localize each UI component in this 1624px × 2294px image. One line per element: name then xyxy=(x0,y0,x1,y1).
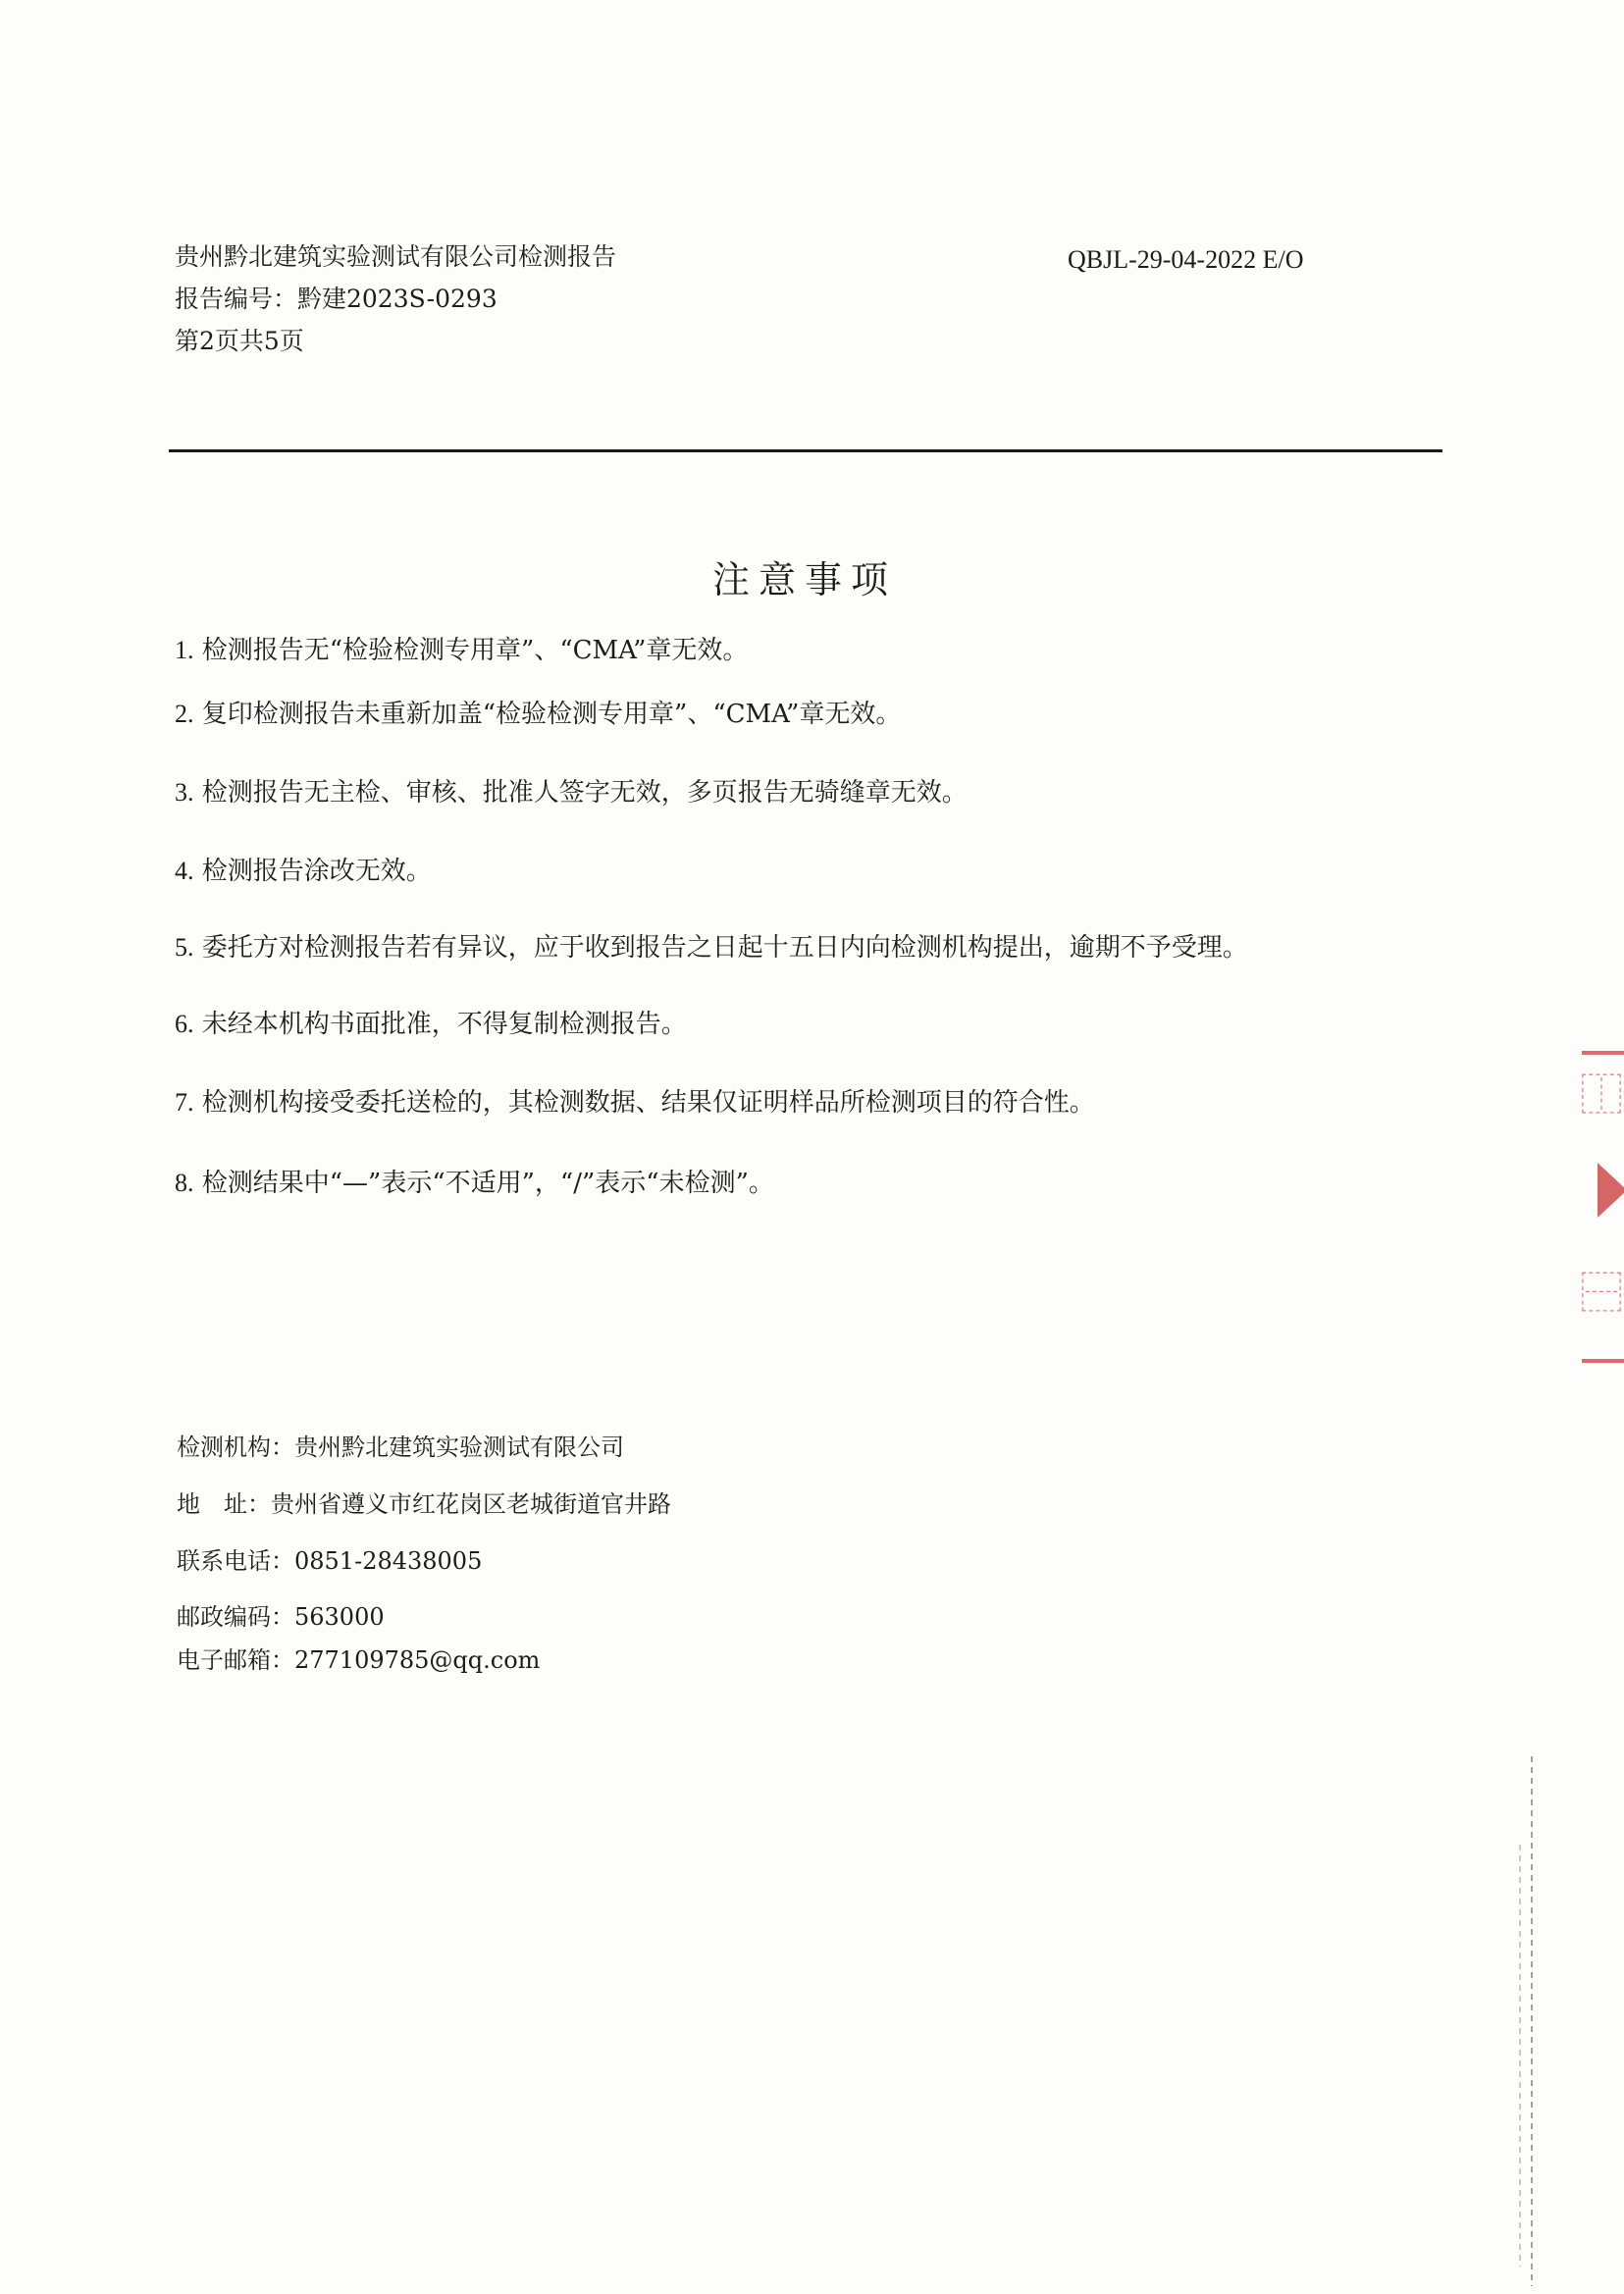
notice-item-number: 7. xyxy=(175,1088,194,1117)
notice-item-text: 检测报告无主检、审核、批准人签字无效，多页报告无骑缝章无效。 xyxy=(193,778,968,808)
seal-stamp-icon xyxy=(1578,1045,1624,1379)
notice-item-6 xyxy=(175,1007,687,1042)
notice-item-text: 复印检测报告未重新加盖“检验检测专用章”、“CMA”章无效。 xyxy=(193,700,902,729)
notice-item-8 xyxy=(175,1166,774,1201)
notice-item-text: 检测机构接受委托送检的，其检测数据、结果仅证明样品所检测项目的符合性。 xyxy=(193,1088,1095,1118)
notice-item-text: 检测报告涂改无效。 xyxy=(193,857,432,886)
notice-title: 注意事项 xyxy=(711,558,897,601)
contact-organization xyxy=(177,1431,624,1464)
notice-item-number: 3. xyxy=(175,778,194,807)
contact-label: 电子邮箱： xyxy=(177,1646,294,1674)
notice-item-number: 6. xyxy=(175,1010,194,1038)
scan-artifact-line xyxy=(1519,1845,1521,2267)
contact-value: 贵州省遵义市红花岗区老城街道官井路 xyxy=(271,1490,671,1518)
notice-item-number: 5. xyxy=(175,933,194,962)
notice-item-4 xyxy=(175,854,432,889)
document-code: QBJL-29-04-2022 E/O xyxy=(1068,245,1304,274)
contact-value: 277109785@qq.com xyxy=(294,1646,541,1674)
notice-item-text: 检测报告无“检验检测专用章”、“CMA”章无效。 xyxy=(193,636,749,665)
notice-item-number: 1. xyxy=(175,636,194,664)
seal-star-icon xyxy=(1598,1163,1624,1218)
scan-artifact-line xyxy=(1531,1756,1533,2286)
notice-item-number: 2. xyxy=(175,700,194,728)
seal-glyph: ⿰ xyxy=(1580,1070,1623,1121)
contact-value: 0851-28438005 xyxy=(294,1547,483,1575)
notice-item-text: 检测结果中“—”表示“不适用”，“/”表示“未检测”。 xyxy=(193,1169,774,1198)
contact-label: 联系电话： xyxy=(177,1547,294,1575)
contact-label: 检测机构： xyxy=(177,1434,294,1461)
notice-item-7 xyxy=(175,1085,1095,1121)
contact-label: 地 址： xyxy=(177,1490,271,1518)
notice-item-text: 委托方对检测报告若有异议，应于收到报告之日起十五日内向检测机构提出，逾期不予受理。 xyxy=(193,933,1248,963)
notice-item-number: 4. xyxy=(175,857,194,885)
report-number: 报告编号：黔建2023S-0293 xyxy=(175,285,498,313)
notice-item-2 xyxy=(175,697,901,732)
notice-item-number: 8. xyxy=(175,1169,194,1197)
contact-value: 贵州黔北建筑实验测试有限公司 xyxy=(294,1434,624,1461)
seal-border xyxy=(1582,1359,1624,1363)
report-company-title: 贵州黔北建筑实验测试有限公司检测报告 xyxy=(175,242,617,271)
contact-phone xyxy=(177,1544,482,1578)
notice-item-3 xyxy=(175,775,968,810)
seal-border xyxy=(1582,1051,1624,1055)
contact-address xyxy=(177,1487,671,1521)
notice-item-5 xyxy=(175,930,1248,965)
contact-label: 邮政编码： xyxy=(177,1603,294,1631)
contact-postcode xyxy=(177,1600,385,1634)
page-indicator: 第2页共5页 xyxy=(175,327,304,355)
header-divider xyxy=(169,449,1442,452)
notice-item-text: 未经本机构书面批准，不得复制检测报告。 xyxy=(193,1010,687,1039)
contact-email xyxy=(177,1643,540,1677)
notice-item-1 xyxy=(175,633,748,668)
seal-glyph: ⿱ xyxy=(1580,1269,1623,1319)
contact-value: 563000 xyxy=(294,1603,385,1631)
